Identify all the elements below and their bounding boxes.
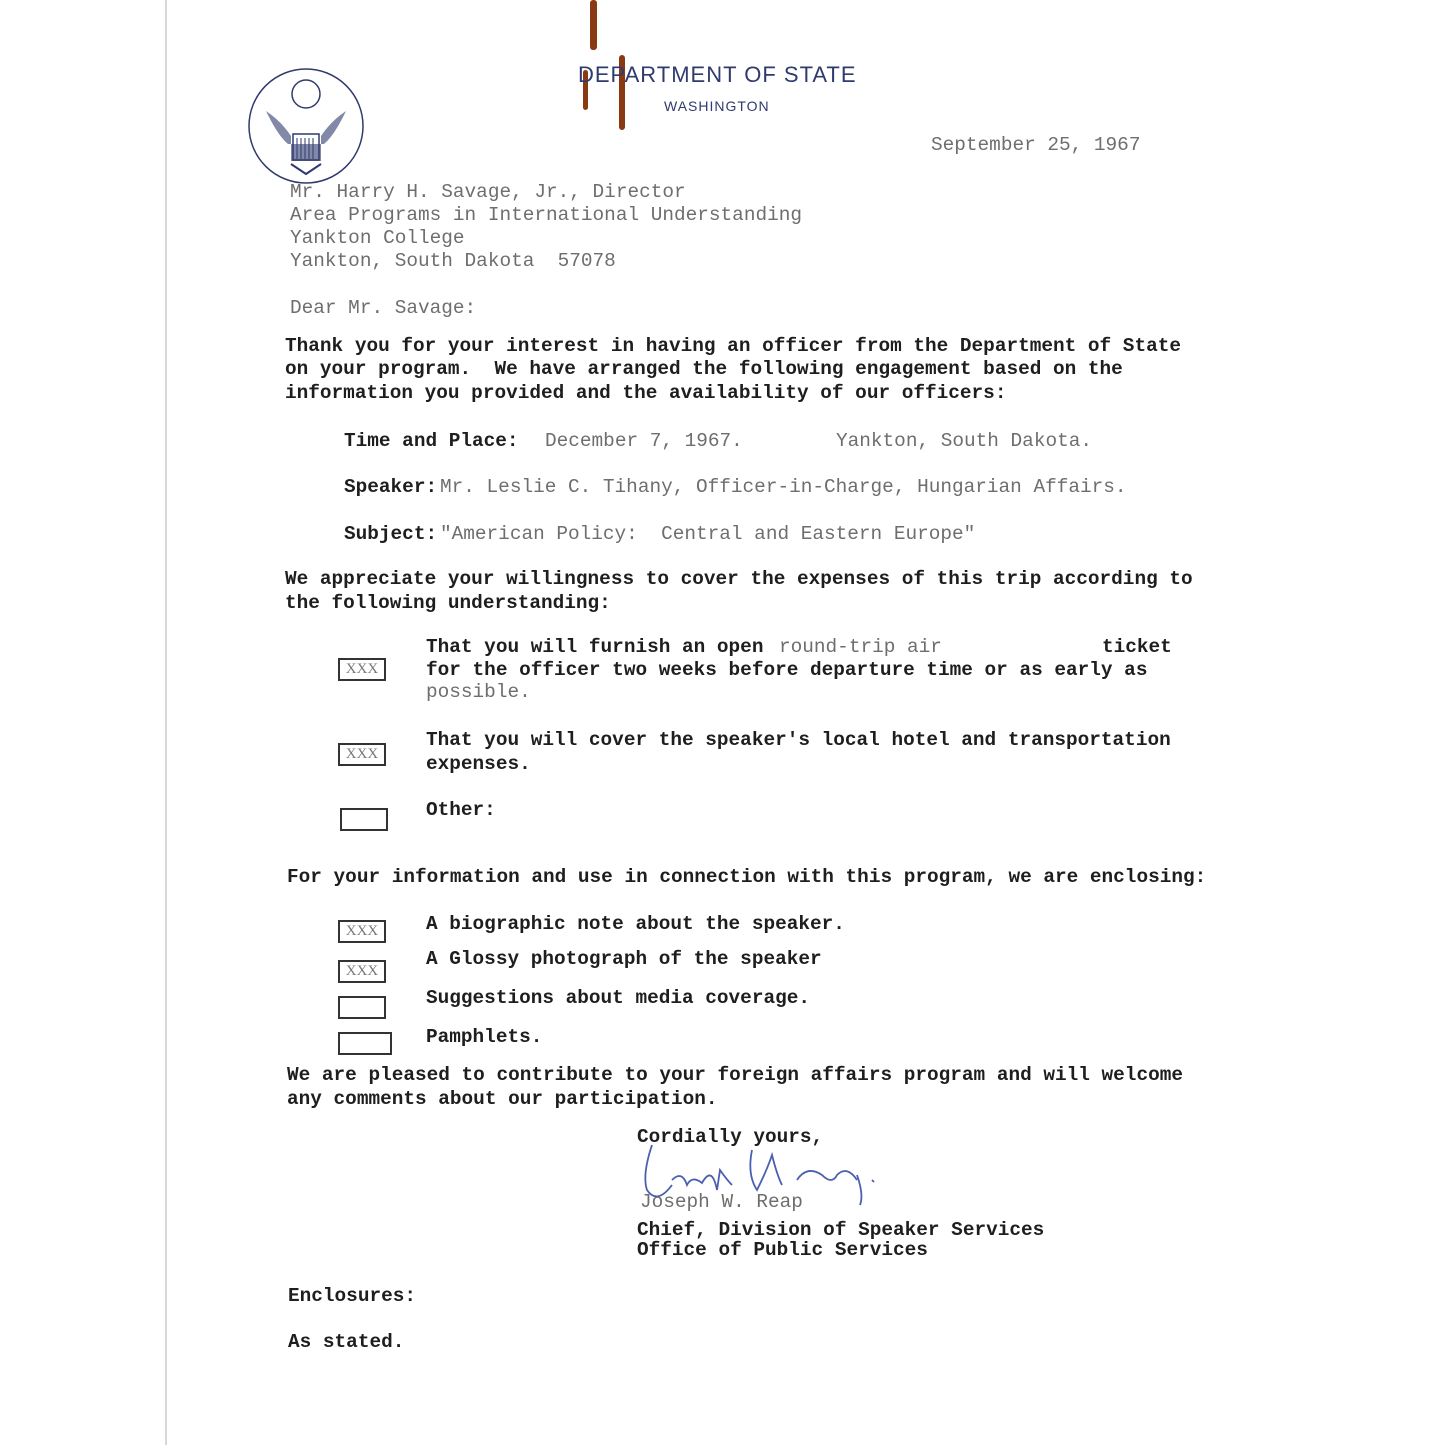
letterhead-city: WASHINGTON — [664, 98, 770, 114]
department-seal-icon — [246, 66, 366, 186]
enclosure-checkbox[interactable]: XXX — [338, 920, 386, 943]
signer-title: Chief, Division of Speaker Services — [637, 1219, 1045, 1241]
expenses-intro-line: We appreciate your willingness to cover the expenses of this trip according to — [285, 568, 1193, 590]
page-edge — [165, 0, 167, 1445]
speaker-value: Mr. Leslie C. Tihany, Officer-in-Charge, Hungarian Affairs. — [440, 476, 1127, 498]
salutation: Dear Mr. Savage: — [290, 297, 477, 319]
enclosures-label: Enclosures: — [288, 1285, 416, 1307]
enclosure-text: A Glossy photograph of the speaker — [426, 948, 822, 970]
expense-text: for the officer two weeks before departure time or as early as — [426, 659, 1148, 681]
enclosure-checkbox[interactable] — [338, 996, 386, 1019]
closing: Cordially yours, — [637, 1126, 824, 1148]
address-line: Area Programs in International Understanding — [290, 204, 802, 226]
address-line: Yankton, South Dakota 57078 — [290, 250, 616, 272]
time-place-label: Time and Place: — [344, 430, 519, 452]
expense-text: round-trip air — [779, 636, 942, 658]
closing-para-line: We are pleased to contribute to your foreign affairs program and will welcome — [287, 1064, 1183, 1086]
expense-checkbox-other[interactable] — [340, 808, 388, 831]
time-place: Yankton, South Dakota. — [836, 430, 1092, 452]
expenses-intro-line: the following understanding: — [285, 592, 611, 614]
intro-line: on your program. We have arranged the following engagement based on the — [285, 358, 1123, 380]
expense-text: That you will furnish an open — [426, 636, 764, 658]
enclosure-text: Suggestions about media coverage. — [426, 987, 810, 1009]
enclosure-text: Pamphlets. — [426, 1026, 543, 1048]
enclosure-text: A biographic note about the speaker. — [426, 913, 845, 935]
time-date: December 7, 1967. — [545, 430, 743, 452]
expense-text: Other: — [426, 799, 496, 821]
expense-checkbox-hotel[interactable]: XXX — [338, 743, 386, 766]
signer-name: Joseph W. Reap — [640, 1191, 803, 1213]
signer-office: Office of Public Services — [637, 1239, 928, 1261]
intro-line: information you provided and the availability of our officers: — [285, 382, 1007, 404]
enclosure-checkbox[interactable] — [338, 1032, 392, 1055]
expense-text: That you will cover the speaker's local hotel and transportation — [426, 729, 1171, 751]
enclosing-intro: For your information and use in connection with this program, we are enclosing: — [287, 866, 1207, 888]
expense-text: ticket — [1102, 636, 1172, 658]
enclosures-note: As stated. — [288, 1331, 405, 1353]
intro-line: Thank you for your interest in having an officer from the Department of State — [285, 335, 1181, 357]
closing-para-line: any comments about our participation. — [287, 1088, 718, 1110]
expense-checkbox-airfare[interactable]: XXX — [338, 658, 386, 681]
letterhead-org: DEPARTMENT OF STATE — [578, 62, 857, 87]
letter-date: September 25, 1967 — [931, 134, 1141, 156]
address-line: Mr. Harry H. Savage, Jr., Director — [290, 181, 686, 203]
address-line: Yankton College — [290, 227, 465, 249]
stain-mark — [590, 0, 597, 50]
subject-value: "American Policy: Central and Eastern Europe" — [440, 523, 976, 545]
speaker-label: Speaker: — [344, 476, 438, 498]
subject-label: Subject: — [344, 523, 438, 545]
enclosure-checkbox[interactable]: XXX — [338, 960, 386, 983]
expense-text: expenses. — [426, 753, 531, 775]
expense-text: possible. — [426, 681, 531, 703]
